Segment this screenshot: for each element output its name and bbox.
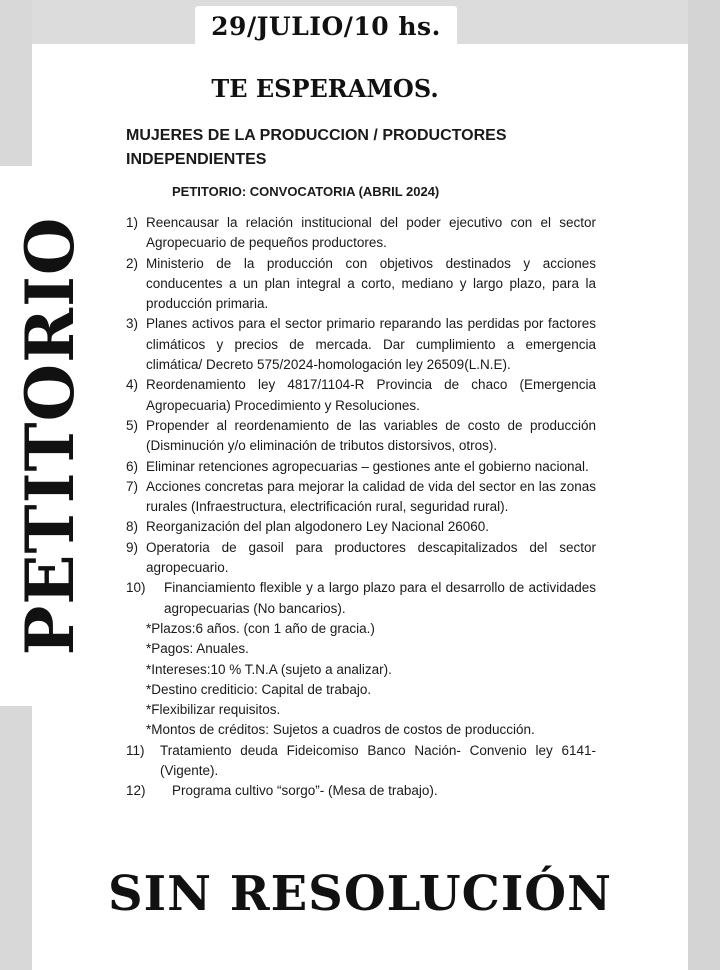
document-subheading: PETITORIO: CONVOCATORIA (ABRIL 2024) <box>172 184 440 199</box>
item-number: 10) <box>126 580 146 596</box>
item-number: 7) <box>126 478 139 494</box>
date-banner: 29/JULIO/10 hs. <box>195 6 457 46</box>
item-number: 5) <box>126 417 139 433</box>
item-text: Ministerio de la producción con objetivos destinados y acciones conducentes a un plan integral a corto, mediano y largo plazo, para la producción primaria. <box>146 255 596 312</box>
list-item <box>126 477 596 518</box>
list-item <box>126 517 596 537</box>
financing-term: *Montos de créditos: Sujetos a cuadros de costos de producción. <box>146 722 535 738</box>
list-item <box>126 314 596 375</box>
item-number: 6) <box>126 458 139 474</box>
list-item <box>126 457 596 477</box>
item-text: Eliminar retenciones agropecuarias – gestiones ante el gobierno nacional. <box>146 458 589 474</box>
item-text: Reencausar la relación institucional del poder ejecutivo con el sector Agropecuario de pequeños productores. <box>146 215 596 251</box>
item-text: Reordenamiento ley 4817/1104-R Provincia de chaco (Emergencia Agropecuaria) Procedimiento y Resoluciones. <box>146 377 596 413</box>
item-number: 1) <box>126 215 139 230</box>
item-number: 9) <box>126 539 139 555</box>
list-item <box>126 741 596 782</box>
list-item <box>126 416 596 457</box>
item-number: 11) <box>126 742 145 758</box>
financing-term: *Plazos:6 años. (con 1 año de gracia.) <box>146 620 375 636</box>
item-text: Reorganización del plan algodonero Ley Nacional 26060. <box>146 519 489 535</box>
side-label-petitorio: PETITORIO <box>11 216 89 656</box>
document-heading: MUJERES DE LA PRODUCCION / PRODUCTORES INDEPENDIENTES <box>126 127 507 168</box>
item-number: 2) <box>126 255 139 271</box>
item-number: 4) <box>126 377 139 393</box>
list-item <box>126 375 596 416</box>
financing-term: *Flexibilizar requisitos. <box>146 702 281 718</box>
item-number: 8) <box>126 519 139 535</box>
item-text: Propender al reordenamiento de las variables de costo de producción (Disminución y/o eliminación de tributos distorsivos, otros). <box>146 417 596 454</box>
list-item <box>126 213 596 254</box>
item-text: Planes activos para el sector primario reparando las perdidas por factores climáticos y precios de mercada. Dar cumplimiento a emergencia climática/ Decreto 575/2024-homologación ley 26509(L.N.E). <box>146 316 596 373</box>
financing-term: *Destino crediticio: Capital de trabajo. <box>146 681 372 697</box>
item-text: Programa cultivo “sorgo”- (Mesa de trabajo). <box>172 783 438 799</box>
invite-title: TE ESPERAMOS. <box>211 74 439 103</box>
background-right-edge <box>688 0 720 970</box>
list-item <box>126 578 596 619</box>
list-item <box>126 538 596 579</box>
item-number: 3) <box>126 316 139 332</box>
item-text: Acciones concretas para mejorar la calidad de vida del sector en las zonas rurales (Infraestructura, electrificación rural, seguridad rural). <box>146 478 596 515</box>
list-item <box>126 781 596 801</box>
financing-term: *Pagos: Anuales. <box>146 641 249 657</box>
footer-status: SIN RESOLUCIÓN <box>108 866 612 922</box>
item-number: 12) <box>126 783 146 799</box>
item-text: Financiamiento flexible y a largo plazo para el desarrollo de actividades agropecuarias (No bancarios). <box>164 580 596 616</box>
financing-terms <box>126 619 596 741</box>
item-text: Operatoria de gasoil para productores descapitalizados del sector agropecuario. <box>146 539 596 576</box>
petition-list <box>126 213 596 802</box>
list-item <box>126 254 596 315</box>
item-text: Tratamiento deuda Fideicomiso Banco Nación- Convenio ley 6141- (Vigente). <box>160 742 596 779</box>
financing-term: *Intereses:10 % T.N.A (sujeto a analizar). <box>146 661 392 677</box>
